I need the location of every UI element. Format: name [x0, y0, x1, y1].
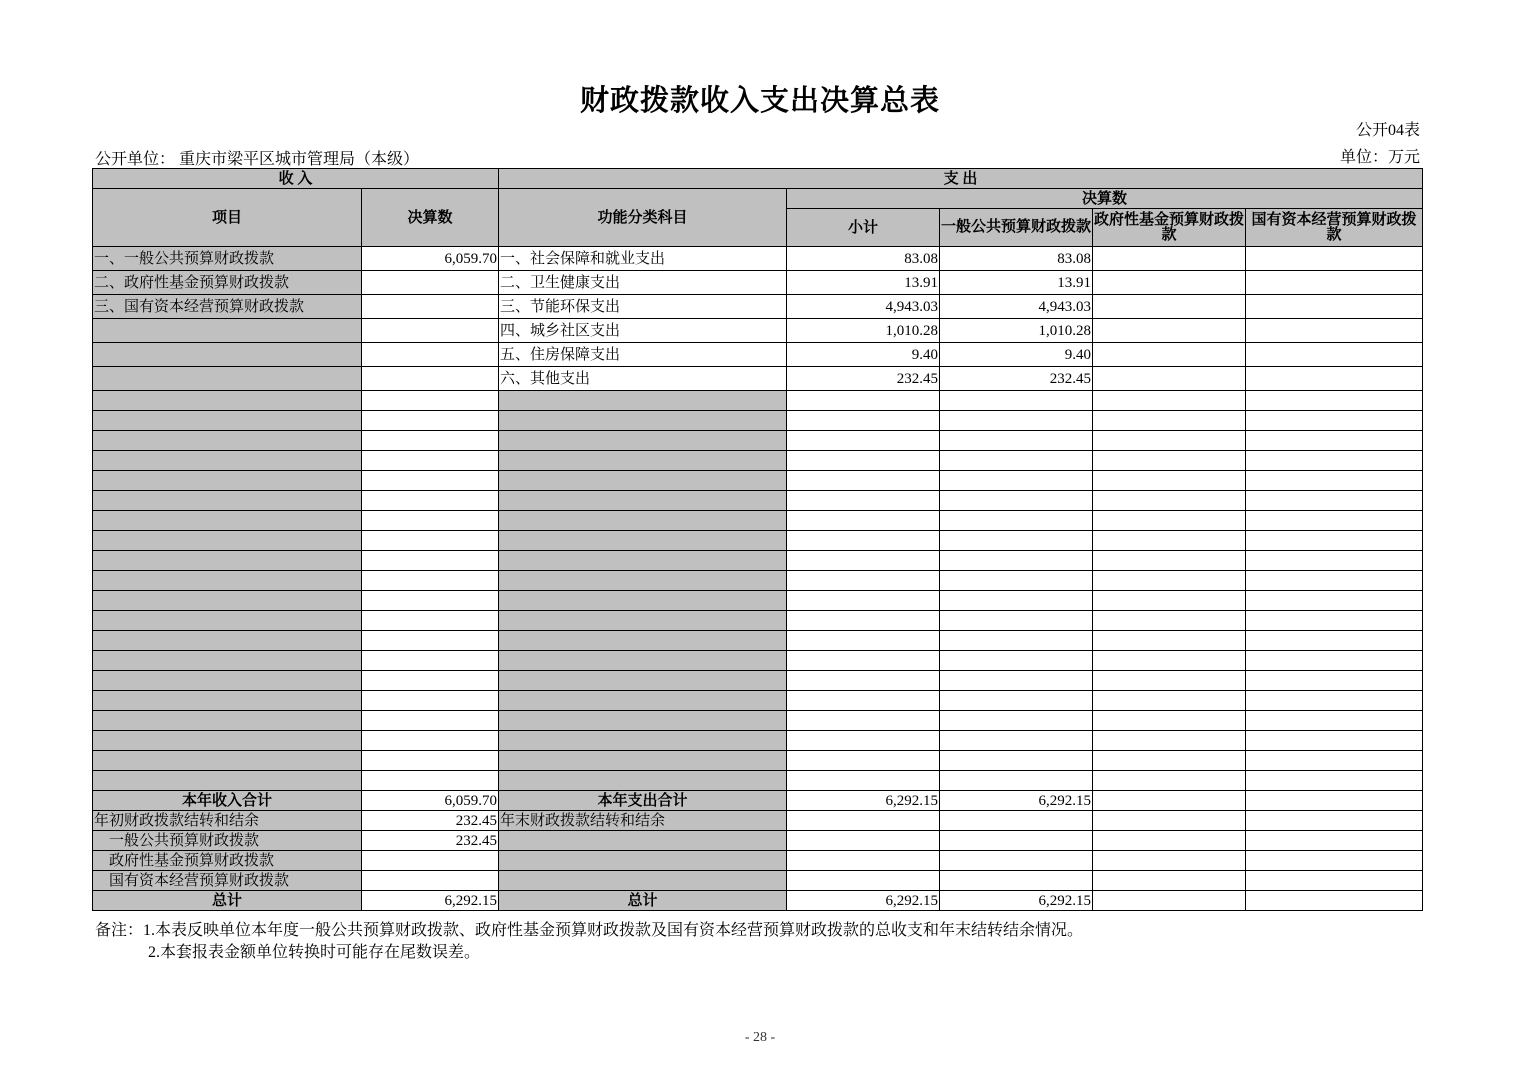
table-row	[93, 511, 1423, 531]
income-amount: 6,059.70	[362, 247, 499, 271]
begin-general-value: 232.45	[362, 831, 499, 851]
empty-cell	[499, 691, 787, 711]
fund-budget-value	[1093, 319, 1246, 343]
empty-cell	[1093, 551, 1246, 571]
empty-cell	[362, 671, 499, 691]
empty-cell	[1246, 831, 1423, 851]
fund-budget-value	[1093, 295, 1246, 319]
empty-cell	[499, 611, 787, 631]
function-category: 四、城乡社区支出	[499, 319, 787, 343]
empty-cell	[1246, 671, 1423, 691]
table-row	[93, 531, 1423, 551]
function-category: 六、其他支出	[499, 367, 787, 391]
final-amount-header: 决算数	[787, 189, 1423, 209]
empty-cell	[1246, 651, 1423, 671]
income-item	[93, 367, 362, 391]
expense-header: 支 出	[499, 169, 1423, 189]
income-amount	[362, 367, 499, 391]
empty-cell	[787, 871, 940, 891]
grand-total-label-expense: 总计	[499, 891, 787, 911]
empty-cell	[1246, 611, 1423, 631]
fund-budget-value	[1093, 343, 1246, 367]
table-row	[93, 751, 1423, 771]
empty-cell	[1246, 531, 1423, 551]
empty-cell	[499, 671, 787, 691]
empty-cell	[499, 831, 787, 851]
empty-cell	[93, 611, 362, 631]
income-item: 一、一般公共预算财政拨款	[93, 247, 362, 271]
empty-cell	[787, 611, 940, 631]
table-row	[93, 551, 1423, 571]
begin-balance-label: 年初财政拨款结转和结余	[93, 811, 362, 831]
general-budget-value: 83.08	[940, 247, 1093, 271]
empty-cell	[940, 751, 1093, 771]
empty-cell	[940, 611, 1093, 631]
empty-cell	[1093, 591, 1246, 611]
general-budget-value: 1,010.28	[940, 319, 1093, 343]
empty-cell	[499, 771, 787, 791]
empty-cell	[1246, 491, 1423, 511]
empty-cell	[1246, 711, 1423, 731]
empty-cell	[787, 571, 940, 591]
subtotal-header: 小计	[787, 209, 940, 247]
income-item	[93, 343, 362, 367]
table-row	[93, 295, 1423, 319]
empty-cell	[940, 451, 1093, 471]
empty-cell	[1093, 411, 1246, 431]
page-title: 财政拨款收入支出决算总表	[579, 85, 940, 117]
fund-budget-value	[1093, 367, 1246, 391]
empty-cell	[940, 511, 1093, 531]
empty-cell	[93, 431, 362, 451]
end-balance-subtotal	[787, 811, 940, 831]
table-row	[93, 391, 1423, 411]
begin-fund-value	[362, 851, 499, 871]
table-row	[93, 671, 1423, 691]
empty-cell	[1093, 731, 1246, 751]
subtotal-value: 13.91	[787, 271, 940, 295]
empty-cell	[1093, 451, 1246, 471]
begin-general-label: 一般公共预算财政拨款	[93, 831, 362, 851]
empty-cell	[499, 431, 787, 451]
empty-cell	[93, 451, 362, 471]
empty-cell	[787, 671, 940, 691]
empty-cell	[499, 571, 787, 591]
empty-cell	[940, 731, 1093, 751]
empty-cell	[940, 651, 1093, 671]
empty-cell	[499, 451, 787, 471]
func-category-header: 功能分类科目	[499, 189, 787, 247]
empty-cell	[499, 531, 787, 551]
reporting-unit: 公开单位： 重庆市梁平区城市管理局（本级）	[95, 151, 420, 168]
empty-cell	[1093, 491, 1246, 511]
empty-cell	[1093, 671, 1246, 691]
empty-cell	[362, 711, 499, 731]
empty-cell	[787, 711, 940, 731]
table-row	[93, 343, 1423, 367]
empty-cell	[362, 691, 499, 711]
table-row	[93, 771, 1423, 791]
function-category: 一、社会保障和就业支出	[499, 247, 787, 271]
table-row	[93, 471, 1423, 491]
function-category: 二、卫生健康支出	[499, 271, 787, 295]
empty-cell	[93, 551, 362, 571]
empty-cell	[362, 731, 499, 751]
empty-cell	[1246, 591, 1423, 611]
income-item	[93, 319, 362, 343]
empty-cell	[940, 671, 1093, 691]
empty-cell	[940, 831, 1093, 851]
empty-cell	[1093, 651, 1246, 671]
page-number: - 28 -	[744, 1030, 776, 1045]
empty-cell	[787, 391, 940, 411]
end-balance-general	[940, 811, 1093, 831]
subtotal-value: 83.08	[787, 247, 940, 271]
empty-cell	[93, 711, 362, 731]
empty-cell	[93, 751, 362, 771]
empty-cell	[940, 631, 1093, 651]
empty-cell	[1093, 531, 1246, 551]
table-row	[93, 691, 1423, 711]
empty-cell	[1093, 831, 1246, 851]
table-row	[93, 611, 1423, 631]
empty-cell	[1093, 471, 1246, 491]
empty-cell	[787, 831, 940, 851]
empty-cell	[93, 391, 362, 411]
empty-cell	[1246, 551, 1423, 571]
empty-cell	[787, 531, 940, 551]
empty-cell	[940, 851, 1093, 871]
empty-cell	[940, 691, 1093, 711]
subtotal-value: 9.40	[787, 343, 940, 367]
empty-cell	[787, 651, 940, 671]
empty-cell	[940, 531, 1093, 551]
grand-total-state	[1246, 891, 1423, 911]
empty-cell	[1246, 391, 1423, 411]
table-row	[93, 631, 1423, 651]
empty-cell	[93, 571, 362, 591]
empty-cell	[787, 471, 940, 491]
empty-cell	[93, 731, 362, 751]
empty-cell	[1093, 871, 1246, 891]
appropriation-table	[92, 168, 1423, 911]
empty-cell	[1093, 511, 1246, 531]
table-row	[93, 271, 1423, 295]
income-total-value: 6,059.70	[362, 791, 499, 811]
empty-cell	[362, 771, 499, 791]
amount-header: 决算数	[362, 189, 499, 247]
grand-total-general: 6,292.15	[940, 891, 1093, 911]
general-budget-value: 13.91	[940, 271, 1093, 295]
empty-cell	[1093, 771, 1246, 791]
form-number: 公开04表	[1355, 122, 1420, 139]
grand-total-income: 6,292.15	[362, 891, 499, 911]
state-capital-value	[1246, 319, 1423, 343]
income-item: 二、政府性基金预算财政拨款	[93, 271, 362, 295]
empty-cell	[362, 491, 499, 511]
empty-cell	[1093, 631, 1246, 651]
empty-cell	[1246, 871, 1423, 891]
empty-cell	[1246, 511, 1423, 531]
empty-cell	[362, 391, 499, 411]
empty-cell	[362, 531, 499, 551]
grand-total-label: 总计	[93, 891, 362, 911]
empty-cell	[93, 471, 362, 491]
empty-cell	[787, 691, 940, 711]
state-capital-value	[1246, 343, 1423, 367]
empty-cell	[787, 451, 940, 471]
empty-cell	[499, 871, 787, 891]
empty-cell	[1246, 451, 1423, 471]
empty-cell	[787, 771, 940, 791]
empty-cell	[499, 551, 787, 571]
expense-total-fund	[1093, 791, 1246, 811]
subtotal-value: 4,943.03	[787, 295, 940, 319]
empty-cell	[362, 631, 499, 651]
expense-total-subtotal: 6,292.15	[787, 791, 940, 811]
empty-cell	[940, 491, 1093, 511]
empty-cell	[362, 551, 499, 571]
general-budget-header: 一般公共预算财政拨款	[940, 209, 1093, 247]
empty-cell	[1093, 611, 1246, 631]
empty-cell	[93, 651, 362, 671]
empty-cell	[787, 491, 940, 511]
income-total-label: 本年收入合计	[93, 791, 362, 811]
empty-cell	[787, 631, 940, 651]
notes	[95, 920, 1083, 964]
empty-cell	[940, 551, 1093, 571]
empty-cell	[499, 391, 787, 411]
fund-budget-value	[1093, 271, 1246, 295]
table-row	[93, 651, 1423, 671]
begin-state-value	[362, 871, 499, 891]
empty-cell	[787, 551, 940, 571]
begin-balance-value: 232.45	[362, 811, 499, 831]
income-amount	[362, 343, 499, 367]
empty-cell	[93, 771, 362, 791]
empty-cell	[499, 731, 787, 751]
table-row	[93, 731, 1423, 751]
empty-cell	[499, 471, 787, 491]
item-header: 项目	[93, 189, 362, 247]
empty-cell	[93, 631, 362, 651]
subtotal-value: 232.45	[787, 367, 940, 391]
empty-cell	[1246, 691, 1423, 711]
empty-cell	[1093, 391, 1246, 411]
end-balance-state	[1246, 811, 1423, 831]
income-item: 三、国有资本经营预算财政拨款	[93, 295, 362, 319]
income-amount	[362, 295, 499, 319]
empty-cell	[1246, 731, 1423, 751]
empty-cell	[787, 731, 940, 751]
expense-total-state	[1246, 791, 1423, 811]
empty-cell	[362, 751, 499, 771]
empty-cell	[93, 591, 362, 611]
empty-cell	[940, 591, 1093, 611]
empty-cell	[362, 471, 499, 491]
empty-cell	[362, 591, 499, 611]
empty-cell	[1093, 691, 1246, 711]
expense-total-general: 6,292.15	[940, 791, 1093, 811]
empty-cell	[93, 511, 362, 531]
empty-cell	[362, 431, 499, 451]
note-1: 备注：1.本表反映单位本年度一般公共预算财政拨款、政府性基金预算财政拨款及国有资本经营预算财政拨款的总收支和年末结转结余情况。	[95, 922, 1084, 939]
empty-cell	[362, 611, 499, 631]
table-row	[93, 319, 1423, 343]
table-row	[93, 247, 1423, 271]
empty-cell	[940, 471, 1093, 491]
empty-cell	[93, 531, 362, 551]
empty-cell	[940, 431, 1093, 451]
empty-cell	[499, 411, 787, 431]
grand-total-subtotal: 6,292.15	[787, 891, 940, 911]
table-row	[93, 411, 1423, 431]
state-capital-value	[1246, 367, 1423, 391]
empty-cell	[940, 871, 1093, 891]
empty-cell	[940, 711, 1093, 731]
empty-cell	[1093, 851, 1246, 871]
end-balance-label: 年末财政拨款结转和结余	[499, 811, 787, 831]
empty-cell	[787, 591, 940, 611]
empty-cell	[499, 751, 787, 771]
state-capital-header: 国有资本经营预算财政拨款	[1246, 209, 1423, 247]
currency-unit: 单位：万元	[1339, 149, 1420, 166]
empty-cell	[362, 411, 499, 431]
empty-cell	[499, 511, 787, 531]
table-row	[93, 591, 1423, 611]
fund-budget-value	[1093, 247, 1246, 271]
empty-cell	[1093, 751, 1246, 771]
empty-cell	[1246, 751, 1423, 771]
state-capital-value	[1246, 271, 1423, 295]
empty-cell	[940, 391, 1093, 411]
fund-budget-header: 政府性基金预算财政拨款	[1093, 209, 1246, 247]
empty-cell	[787, 851, 940, 871]
table-row	[93, 451, 1423, 471]
income-amount	[362, 271, 499, 295]
income-amount	[362, 319, 499, 343]
table-row	[93, 431, 1423, 451]
empty-cell	[787, 411, 940, 431]
empty-cell	[787, 431, 940, 451]
function-category: 五、住房保障支出	[499, 343, 787, 367]
grand-total-fund	[1093, 891, 1246, 911]
empty-cell	[1246, 411, 1423, 431]
empty-cell	[499, 631, 787, 651]
state-capital-value	[1246, 247, 1423, 271]
empty-cell	[93, 491, 362, 511]
empty-cell	[1093, 711, 1246, 731]
income-header: 收 入	[93, 169, 499, 189]
table-row	[93, 367, 1423, 391]
empty-cell	[499, 491, 787, 511]
empty-cell	[499, 711, 787, 731]
empty-cell	[499, 591, 787, 611]
empty-cell	[93, 671, 362, 691]
empty-cell	[93, 411, 362, 431]
table-row	[93, 571, 1423, 591]
begin-state-label: 国有资本经营预算财政拨款	[93, 871, 362, 891]
expense-total-label: 本年支出合计	[499, 791, 787, 811]
end-balance-fund	[1093, 811, 1246, 831]
empty-cell	[1246, 851, 1423, 871]
empty-cell	[362, 451, 499, 471]
empty-cell	[787, 751, 940, 771]
empty-cell	[1246, 631, 1423, 651]
begin-fund-label: 政府性基金预算财政拨款	[93, 851, 362, 871]
empty-cell	[1246, 571, 1423, 591]
note-2: 2.本套报表金额单位转换时可能存在尾数误差。	[148, 944, 481, 961]
general-budget-value: 9.40	[940, 343, 1093, 367]
general-budget-value: 232.45	[940, 367, 1093, 391]
empty-cell	[940, 571, 1093, 591]
state-capital-value	[1246, 295, 1423, 319]
empty-cell	[362, 511, 499, 531]
empty-cell	[1246, 431, 1423, 451]
empty-cell	[499, 651, 787, 671]
empty-cell	[499, 851, 787, 871]
empty-cell	[1246, 771, 1423, 791]
empty-cell	[1093, 431, 1246, 451]
empty-cell	[362, 651, 499, 671]
empty-cell	[940, 411, 1093, 431]
table-row	[93, 711, 1423, 731]
empty-cell	[1093, 571, 1246, 591]
table-row	[93, 491, 1423, 511]
empty-cell	[362, 571, 499, 591]
empty-cell	[1246, 471, 1423, 491]
empty-cell	[940, 771, 1093, 791]
subtotal-value: 1,010.28	[787, 319, 940, 343]
general-budget-value: 4,943.03	[940, 295, 1093, 319]
empty-cell	[787, 511, 940, 531]
empty-cell	[93, 691, 362, 711]
function-category: 三、节能环保支出	[499, 295, 787, 319]
